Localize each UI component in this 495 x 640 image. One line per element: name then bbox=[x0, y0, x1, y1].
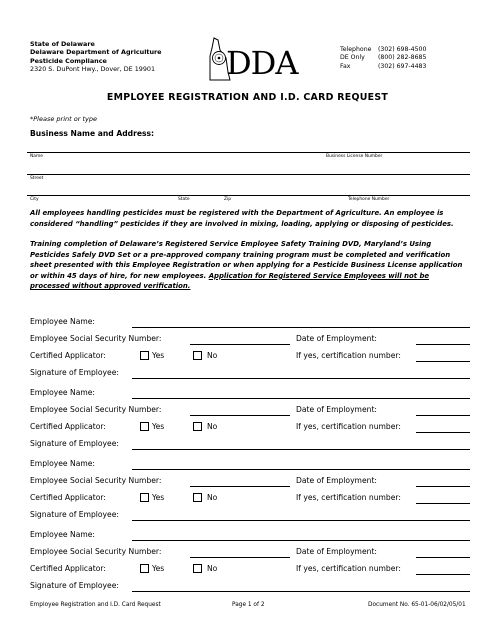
employee-name-label: Employee Name: bbox=[30, 530, 95, 539]
employment-date-field[interactable] bbox=[416, 344, 470, 345]
yes-label: Yes bbox=[152, 351, 165, 360]
state-caption: State bbox=[178, 197, 190, 202]
contact-value: (302) 698-4500 bbox=[378, 46, 427, 53]
contact-label: DE Only bbox=[340, 54, 365, 62]
phone-caption: Telephone Number bbox=[348, 197, 390, 202]
training-notice bbox=[30, 239, 471, 292]
print-instruction: *Please print or type bbox=[30, 115, 97, 123]
contact-label: Fax bbox=[340, 62, 351, 70]
ssn-label: Employee Social Security Number: bbox=[30, 476, 162, 485]
certification-number-field[interactable] bbox=[416, 574, 470, 575]
dda-logo-text: DDA bbox=[226, 44, 298, 82]
business-name-caption: Name bbox=[30, 154, 43, 159]
certification-number-label: If yes, certification number: bbox=[296, 351, 401, 360]
contact-value: (302) 697-4483 bbox=[378, 62, 427, 70]
business-heading: Business Name and Address: bbox=[30, 129, 155, 138]
contact-block bbox=[340, 46, 426, 71]
signature-label: Signature of Employee: bbox=[30, 368, 119, 377]
business-name-line[interactable] bbox=[27, 152, 470, 153]
employee-name-label: Employee Name: bbox=[30, 459, 95, 468]
certified-applicator-label: Certified Applicator: bbox=[30, 564, 106, 573]
training-notice-text: Training completion of Delaware’s Registered Service Employee Safety Training DVD, Maryland’s Using Pesticides Safely DVD Set or a pre-approved company training program must be completed and verification sheet presented with this Employee Registration or when applying for a Pesticide Business License application or within 45 days of hire, for new employees. bbox=[30, 240, 463, 280]
city-line[interactable] bbox=[27, 195, 470, 196]
signature-field[interactable] bbox=[132, 449, 470, 450]
footer-form-name: Employee Registration and I.D. Card Request bbox=[30, 602, 161, 608]
business-license-caption: Business License Number bbox=[326, 154, 383, 159]
agency-line: Delaware Department of Agriculture bbox=[30, 48, 162, 57]
contact-row bbox=[340, 46, 426, 54]
employee-name-field[interactable] bbox=[132, 469, 470, 470]
employment-date-label: Date of Employment: bbox=[296, 405, 377, 414]
yes-checkbox[interactable] bbox=[140, 422, 149, 431]
agency-line: State of Delaware bbox=[30, 40, 95, 48]
yes-checkbox[interactable] bbox=[140, 493, 149, 502]
contact-row bbox=[340, 63, 426, 71]
city-caption: City bbox=[30, 197, 39, 202]
ssn-label: Employee Social Security Number: bbox=[30, 334, 162, 343]
employee-name-field[interactable] bbox=[132, 327, 470, 328]
signature-label: Signature of Employee: bbox=[30, 439, 119, 448]
agency-block bbox=[30, 40, 162, 74]
ssn-label: Employee Social Security Number: bbox=[30, 547, 162, 556]
yes-label: Yes bbox=[152, 564, 165, 573]
signature-field[interactable] bbox=[132, 378, 470, 379]
no-label: No bbox=[207, 493, 218, 502]
agency-line: Pesticide Compliance bbox=[30, 56, 107, 65]
signature-label: Signature of Employee: bbox=[30, 581, 119, 590]
certification-number-field[interactable] bbox=[416, 503, 470, 504]
ssn-field[interactable] bbox=[190, 557, 290, 558]
agency-address: 2320 S. DuPont Hwy., Dover, DE 19901 bbox=[30, 65, 156, 74]
handling-notice: All employees handling pesticides must be registered with the Department of Agriculture. An employee is considered “handling” pesticides if they are involved in mixing, loading, applying or disposing of pesticides. bbox=[30, 209, 454, 228]
zip-caption: Zip bbox=[224, 197, 232, 202]
contact-label: Telephone bbox=[340, 46, 372, 53]
signature-field[interactable] bbox=[132, 591, 470, 592]
ssn-field[interactable] bbox=[190, 415, 290, 416]
employee-name-field[interactable] bbox=[132, 540, 470, 541]
ssn-field[interactable] bbox=[190, 486, 290, 487]
employment-date-field[interactable] bbox=[416, 415, 470, 416]
employment-date-field[interactable] bbox=[416, 486, 470, 487]
employee-name-label: Employee Name: bbox=[30, 317, 95, 326]
no-checkbox[interactable] bbox=[193, 493, 202, 502]
signature-label: Signature of Employee: bbox=[30, 510, 119, 519]
employee-name-field[interactable] bbox=[132, 398, 470, 399]
no-label: No bbox=[207, 564, 218, 573]
employment-date-label: Date of Employment: bbox=[296, 476, 377, 485]
certified-applicator-label: Certified Applicator: bbox=[30, 351, 106, 360]
certification-number-label: If yes, certification number: bbox=[296, 422, 401, 431]
no-checkbox[interactable] bbox=[193, 422, 202, 431]
employment-date-label: Date of Employment: bbox=[296, 547, 377, 556]
no-label: No bbox=[207, 422, 218, 431]
certification-number-field[interactable] bbox=[416, 432, 470, 433]
yes-checkbox[interactable] bbox=[140, 564, 149, 573]
employment-date-label: Date of Employment: bbox=[296, 334, 377, 343]
ssn-field[interactable] bbox=[190, 344, 290, 345]
certification-number-field[interactable] bbox=[416, 361, 470, 362]
footer-page-number: Page 1 of 2 bbox=[232, 602, 265, 608]
yes-checkbox[interactable] bbox=[140, 351, 149, 360]
employment-date-field[interactable] bbox=[416, 557, 470, 558]
certified-applicator-label: Certified Applicator: bbox=[30, 422, 106, 431]
no-checkbox[interactable] bbox=[193, 351, 202, 360]
contact-row bbox=[340, 54, 426, 62]
no-label: No bbox=[207, 351, 218, 360]
signature-field[interactable] bbox=[132, 520, 470, 521]
street-line[interactable] bbox=[27, 174, 470, 175]
form-title: EMPLOYEE REGISTRATION AND I.D. CARD REQUEST bbox=[106, 92, 389, 103]
yes-label: Yes bbox=[152, 422, 165, 431]
footer-document-number: Document No. 65-01-06/02/05/01 bbox=[368, 602, 466, 608]
certification-number-label: If yes, certification number: bbox=[296, 564, 401, 573]
street-caption: Street bbox=[30, 176, 44, 181]
employee-name-label: Employee Name: bbox=[30, 388, 95, 397]
certified-applicator-label: Certified Applicator: bbox=[30, 493, 106, 502]
certification-number-label: If yes, certification number: bbox=[296, 493, 401, 502]
verification-warning: Application for Registered Service Employees will not be processed without approved verification. bbox=[30, 271, 430, 291]
yes-label: Yes bbox=[152, 493, 165, 502]
ssn-label: Employee Social Security Number: bbox=[30, 405, 162, 414]
contact-value: (800) 282-8685 bbox=[378, 54, 427, 62]
no-checkbox[interactable] bbox=[193, 564, 202, 573]
